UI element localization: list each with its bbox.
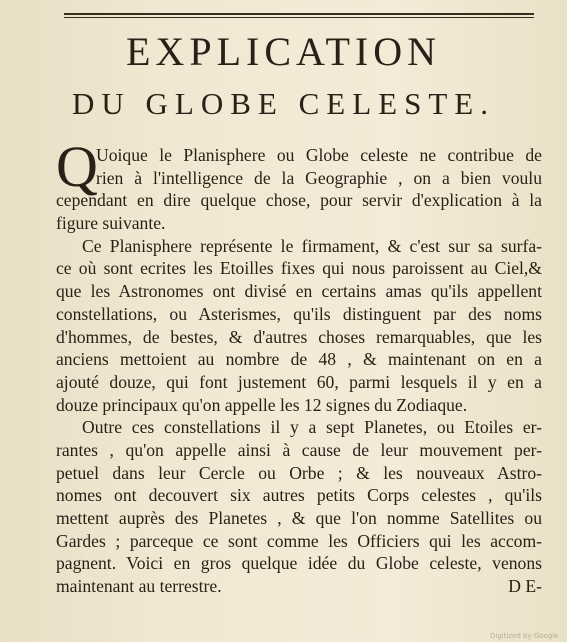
text-line: nomes ont decouvert six autres petits Corps celestes , qu'ils: [56, 485, 542, 506]
page-subtitle: DU GLOBE CELESTE.: [72, 86, 495, 121]
text-line: anciens mettoient au nombre de 48 , & maintenant on en a: [56, 349, 542, 370]
text-line-final: [56, 575, 542, 598]
text-line-final-text: maintenant au terrestre.: [56, 576, 222, 597]
text-line: constellations, ou Asterismes, qu'ils distinguent par des noms: [56, 303, 542, 324]
drop-cap: Q: [56, 134, 98, 199]
page-title: EXPLICATION: [126, 29, 441, 74]
text-line: Outre ces constellations il y a sept Planetes, ou Etoiles er-: [82, 417, 542, 438]
top-rule-thin: [64, 17, 534, 18]
text-line: Gardes ; parceque ce sont comme les Officiers qui les accom-: [56, 530, 542, 551]
text-line: Uoique le Planisphere ou Globe celeste ne contribue de: [96, 145, 542, 165]
catchword: D E-: [508, 576, 542, 597]
text-line: rien à l'intelligence de la Geographie , on a bien voulu: [96, 167, 542, 188]
text-line: figure suivante.: [56, 213, 166, 234]
text-line: que les Astronomes ont divisé en certains amas qu'ils appellent: [56, 281, 542, 302]
text-line: d'hommes, de bestes, & d'autres choses remarquables, que les: [56, 326, 542, 347]
text-line: ajouté douze, qui font justement 60, parmi lesquels il y en a: [56, 371, 542, 392]
text-line: Ce Planisphere représente le firmament, & c'est sur sa surfa-: [82, 235, 542, 256]
text-line: rantes , qu'on appelle ainsi à cause de leur mouvement per-: [56, 439, 542, 460]
text-line: mettent auprès des Planetes , & que l'on nomme Satellites ou: [56, 508, 542, 528]
text-line: cependant en dire quelque chose, pour servir d'explication à la: [56, 190, 542, 211]
digitization-watermark: Digitized by Google: [490, 632, 559, 640]
text-line: douze principaux qu'on appelle les 12 signes du Zodiaque.: [56, 394, 468, 415]
text-line: petuel dans leur Cercle ou Orbe ; & les nouveaux Astro-: [56, 462, 542, 483]
text-line: pagnent. Voici en gros quelque idée du Globe celeste, venons: [56, 553, 542, 574]
body-text: [56, 134, 542, 598]
top-rule: [64, 13, 534, 15]
text-line: ce où sont ecrites les Etoilles fixes qui nous paroissent au Ciel,&: [56, 258, 542, 279]
